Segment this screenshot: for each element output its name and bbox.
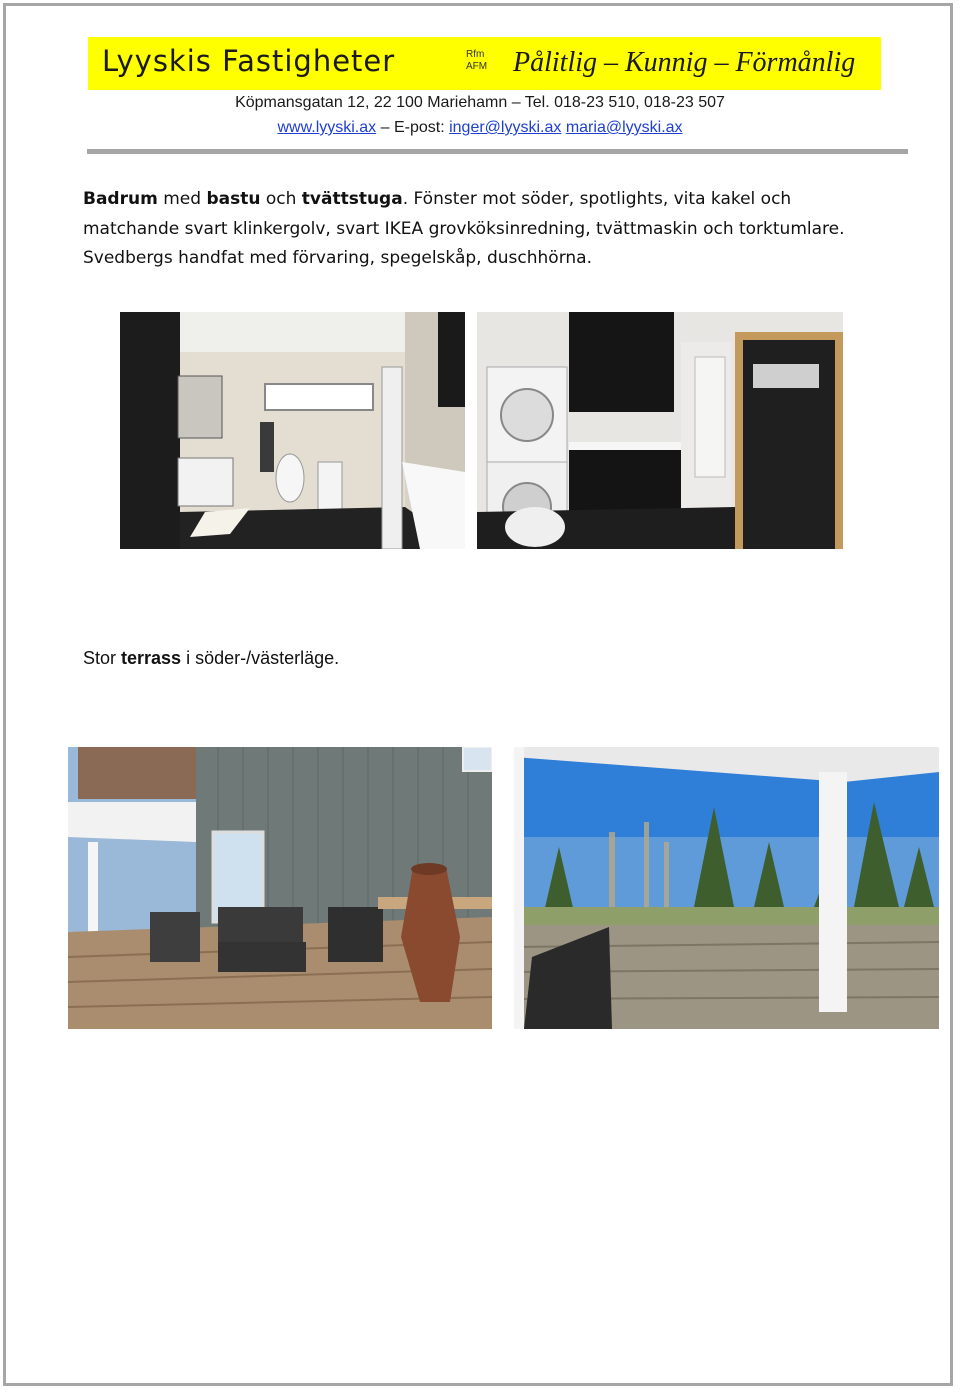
keyword-bastu: bastu [206,189,261,209]
email-link-inger[interactable]: inger@lyyski.ax [449,119,562,136]
keyword-badrum: Badrum [83,189,158,209]
brand-logo-text: Lyyskis Fastigheter [102,44,396,78]
text-stor: Stor [83,648,122,668]
afm-line: AFM [466,61,488,72]
slogan: Pålitlig – Kunnig – Förmånlig [513,47,856,78]
bathroom-description [83,185,883,274]
header-banner [88,37,881,90]
email-label: – E-post: [380,119,445,136]
rfm-line: Rfm [466,49,485,60]
text-och: och [260,189,302,209]
header-divider [87,149,908,154]
text-details: . Fönster mot söder, spotlights, vita kakel och matchande svart klinkergolv, svart IKEA grovköksinredning, tvättmaskin och torktumlare. Svedbergs handfat med förvaring, spegelskåp, duschhörna. [83,189,845,268]
text-med: med [157,189,207,209]
website-link[interactable]: www.lyyski.ax [277,119,377,136]
contact-line [0,119,960,137]
address-line: Köpmansgatan 12, 22 100 Mariehamn – Tel. 018-23 510, 018-23 507 [235,94,725,111]
photo-bathroom [120,312,465,549]
text-orientation: i söder-/västerläge. [181,648,340,668]
rfm-badge [466,49,487,73]
terrace-description [83,644,883,674]
photo-terrace-view [514,747,939,1029]
email-link-maria[interactable]: maria@lyyski.ax [565,119,683,136]
photo-laundry [477,312,843,549]
photo-terrace-furniture [68,747,492,1029]
keyword-terrass: terrass [121,648,182,668]
keyword-tvattstuga: tvättstuga [301,189,403,209]
